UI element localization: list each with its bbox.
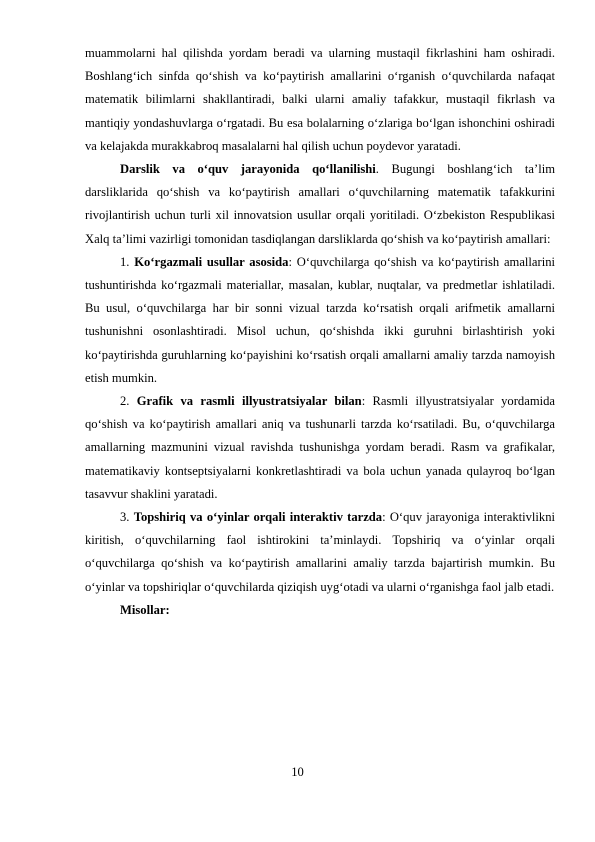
list-item-interactive-games <box>85 506 555 599</box>
list-item-text: : O‘quv jarayoniga interaktivlikni kiritish, o‘quvchilarning faol ishtirokini ta’minlaydi. Topshiriq va o‘yinlar orqali o‘quvchilarga qo‘shish va ko‘paytirish amallarini amaliy tarzda bajartirish mumkin. Bu o‘yinlar va topshiriqlar o‘quvchilarda qiziqish uyg‘otadi va ularni o‘rganishga faol jalb etadi. <box>85 510 555 594</box>
textbook-text: . Bugungi boshlang‘ich ta’lim darsliklarida qo‘shish va ko‘paytirish amallari o‘quvchilarning matematik tafakkurini rivojlantirish uchun turli xil innovatsion usullar orqali yoritiladi. O‘zbekiston Respublikasi Xalq ta’limi vazirligi tomonidan tasdiqlangan darsliklarda qo‘shish va ko‘paytirish amallari: <box>85 162 555 246</box>
document-page <box>85 42 555 622</box>
list-item-text: : Rasmli illyustratsiyalar yordamida qo‘shish va ko‘paytirish amallari aniq va tushunarli tarzda ko‘rsatiladi. Bu, o‘quvchilarga amallarning mazmunini vizual ravishda tushunishga yordam beradi. Rasm va grafikalar, matematikaviy kontseptsiyalarni konkretlashtiradi va bola uchun yanada qulayroq bo‘lgan tasavvur shaklini yaratadi. <box>85 394 555 501</box>
examples-paragraph <box>85 599 555 622</box>
list-item-number: 1. <box>120 254 130 269</box>
list-item-text: : O‘quvchilarga qo‘shish va ko‘paytirish amallarini tushuntirishda ko‘rgazmali materiallar, masalan, kublar, nuqtalar, va predmetlar ishlatiladi. Bu usul, o‘quvchilarga har bir sonni vizual tarzda ko‘rsatish orqali arifmetik amallarni tushunishni osonlashtiradi. Misol uchun, qo‘shishda ikki guruhni birlashtirish yoki ko‘paytirishda guruhlarning ko‘payishini ko‘rsatish orqali amallarni amaliy tarzda namoyish etish mumkin. <box>85 254 555 385</box>
list-item-heading: Ko‘rgazmali usullar asosida <box>134 254 289 269</box>
page-number: 10 <box>291 765 304 779</box>
examples-heading: Misollar: <box>120 602 170 617</box>
list-item-number: 2. <box>120 394 130 409</box>
intro-paragraph <box>85 42 555 158</box>
list-item-heading: Grafik va rasmli illyustratsiyalar bilan <box>136 394 362 409</box>
list-item-number: 3. <box>120 510 130 525</box>
textbook-paragraph <box>85 158 555 251</box>
list-item-visual-methods <box>85 251 555 390</box>
intro-text: muammolarni hal qilishda yordam beradi va ularning mustaqil fikrlashini ham oshiradi. Boshlang‘ich sinfda qo‘shish va ko‘paytirish amallarini o‘rganish o‘quvchilarda nafaqat matematik bilimlarni shakllantiradi, balki ularni amaliy tafakkur, mustaqil fikrlash va mantiqiy yondashuvlarga o‘rgatadi. Bu esa bolalarning o‘zlariga bo‘lgan ishonchini oshiradi va kelajakda murakkabroq masalalarni hal qilish uchun poydevor yaratadi. <box>85 46 555 153</box>
list-item-graphic-illustrations <box>85 390 555 506</box>
textbook-heading: Darslik va o‘quv jarayonida qo‘llanilishi <box>120 162 376 177</box>
list-item-heading: Topshiriq va o‘yinlar orqali interaktiv tarzda <box>133 510 383 525</box>
